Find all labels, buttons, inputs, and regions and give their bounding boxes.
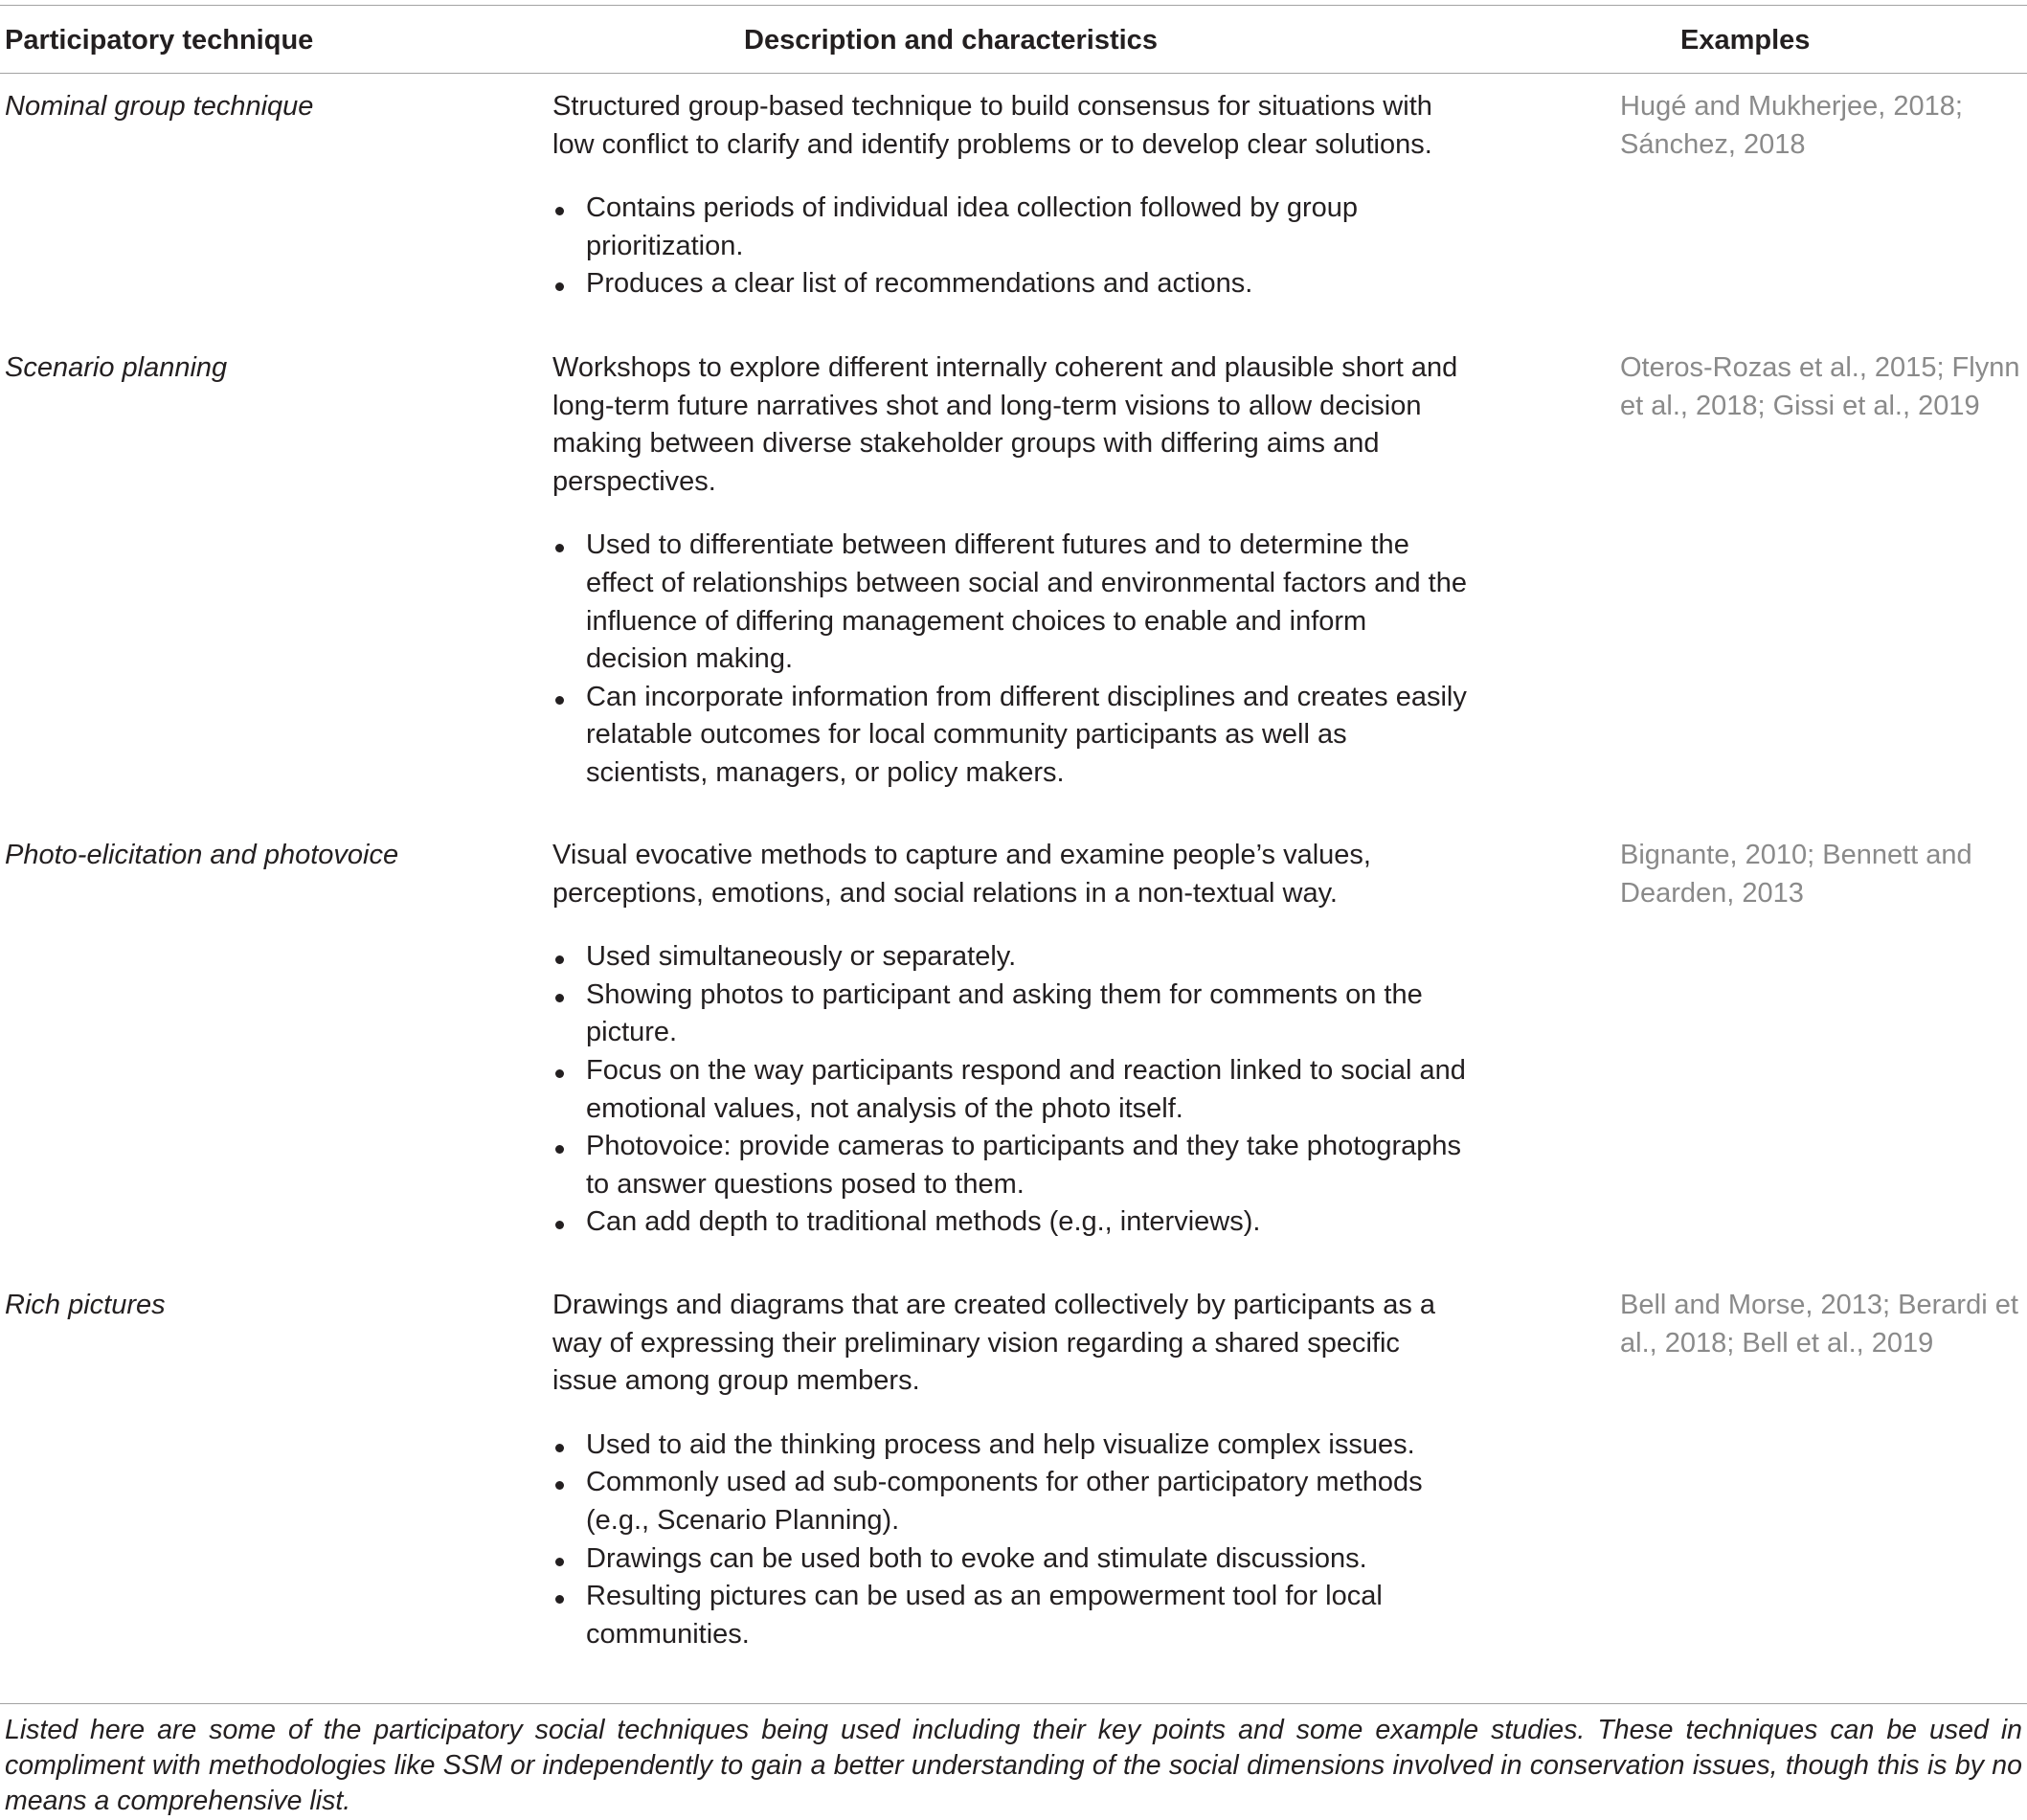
table-bottom-rule (0, 1703, 2027, 1704)
technique-name: Scenario planning (5, 352, 228, 383)
table-footnote: Listed here are some of the participatory social techniques being used including their key points and some example studies. These techniques can be used in compliment with methodologies like SSM or independently to gain a better understanding of the social dimensions involved in conservation issues, though this is by no means a comprehensive list. (5, 1715, 2022, 1816)
characteristic-item: Used to differentiate between different futures and to determine the effect of relationships between social and environmental factors and the influence of differing management choices to enable and inform decision making. (552, 527, 1467, 678)
header-bottom-rule (0, 73, 2027, 74)
technique-name: Photo-elicitation and photovoice (5, 840, 399, 870)
description-text: Visual evocative methods to capture and examine people’s values, perceptions, emotions, and social relations in a non-textual way. (552, 840, 1371, 909)
technique-description (552, 349, 1467, 793)
characteristic-item: Focus on the way participants respond and reaction linked to social and emotional values, not analysis of the photo itself. (552, 1052, 1467, 1128)
example-references: Oteros-Rozas et al., 2015; Flynn et al., 2018; Gissi et al., 2019 (1620, 352, 2020, 421)
technique-description (552, 1287, 1467, 1653)
characteristics-list (552, 190, 1467, 303)
characteristic-item: Resulting pictures can be used as an empowerment tool for local communities. (552, 1578, 1467, 1653)
characteristic-item: Used simultaneously or separately. (552, 938, 1467, 977)
example-references: Bignante, 2010; Bennett and Dearden, 2013 (1620, 840, 1972, 909)
characteristics-list (552, 1427, 1467, 1654)
technique-description (552, 837, 1467, 1242)
description-text: Structured group-based technique to build consensus for situations with low conflict to clarify and identify problems or to develop clear solutions. (552, 91, 1432, 160)
characteristic-item: Photovoice: provide cameras to participants and they take photographs to answer questions posed to them. (552, 1128, 1467, 1203)
header-description: Description and characteristics (744, 25, 1158, 56)
description-text: Drawings and diagrams that are created collectively by participants as a way of expressing their preliminary vision regarding a shared specific issue among group members. (552, 1290, 1436, 1397)
characteristic-item: Used to aid the thinking process and help visualize complex issues. (552, 1427, 1467, 1465)
characteristic-item: Drawings can be used both to evoke and stimulate discussions. (552, 1540, 1467, 1579)
technique-description (552, 88, 1467, 303)
characteristic-item: Can add depth to traditional methods (e.g., interviews). (552, 1203, 1467, 1242)
description-text: Workshops to explore different internally coherent and plausible short and long-term future narratives shot and long-term visions to allow decision making between diverse stakeholder groups with differing aims and perspectives. (552, 352, 1458, 497)
characteristic-item: Contains periods of individual idea collection followed by group prioritization. (552, 190, 1467, 265)
header-examples: Examples (1680, 25, 1811, 56)
characteristic-item: Showing photos to participant and asking them for comments on the picture. (552, 977, 1467, 1052)
table-top-rule (0, 5, 2027, 6)
example-references: Hugé and Mukherjee, 2018; Sánchez, 2018 (1620, 91, 1963, 160)
technique-name: Nominal group technique (5, 91, 314, 122)
technique-name: Rich pictures (5, 1290, 166, 1320)
characteristics-list (552, 938, 1467, 1242)
example-references: Bell and Morse, 2013; Berardi et al., 2018; Bell et al., 2019 (1620, 1290, 2018, 1359)
characteristic-item: Commonly used ad sub-components for other participatory methods (e.g., Scenario Planning). (552, 1464, 1467, 1539)
characteristic-item: Produces a clear list of recommendations and actions. (552, 265, 1467, 303)
characteristic-item: Can incorporate information from different disciplines and creates easily relatable outcomes for local community participants as well as scientists, managers, or policy makers. (552, 679, 1467, 793)
characteristics-list (552, 527, 1467, 792)
header-technique: Participatory technique (5, 25, 314, 56)
